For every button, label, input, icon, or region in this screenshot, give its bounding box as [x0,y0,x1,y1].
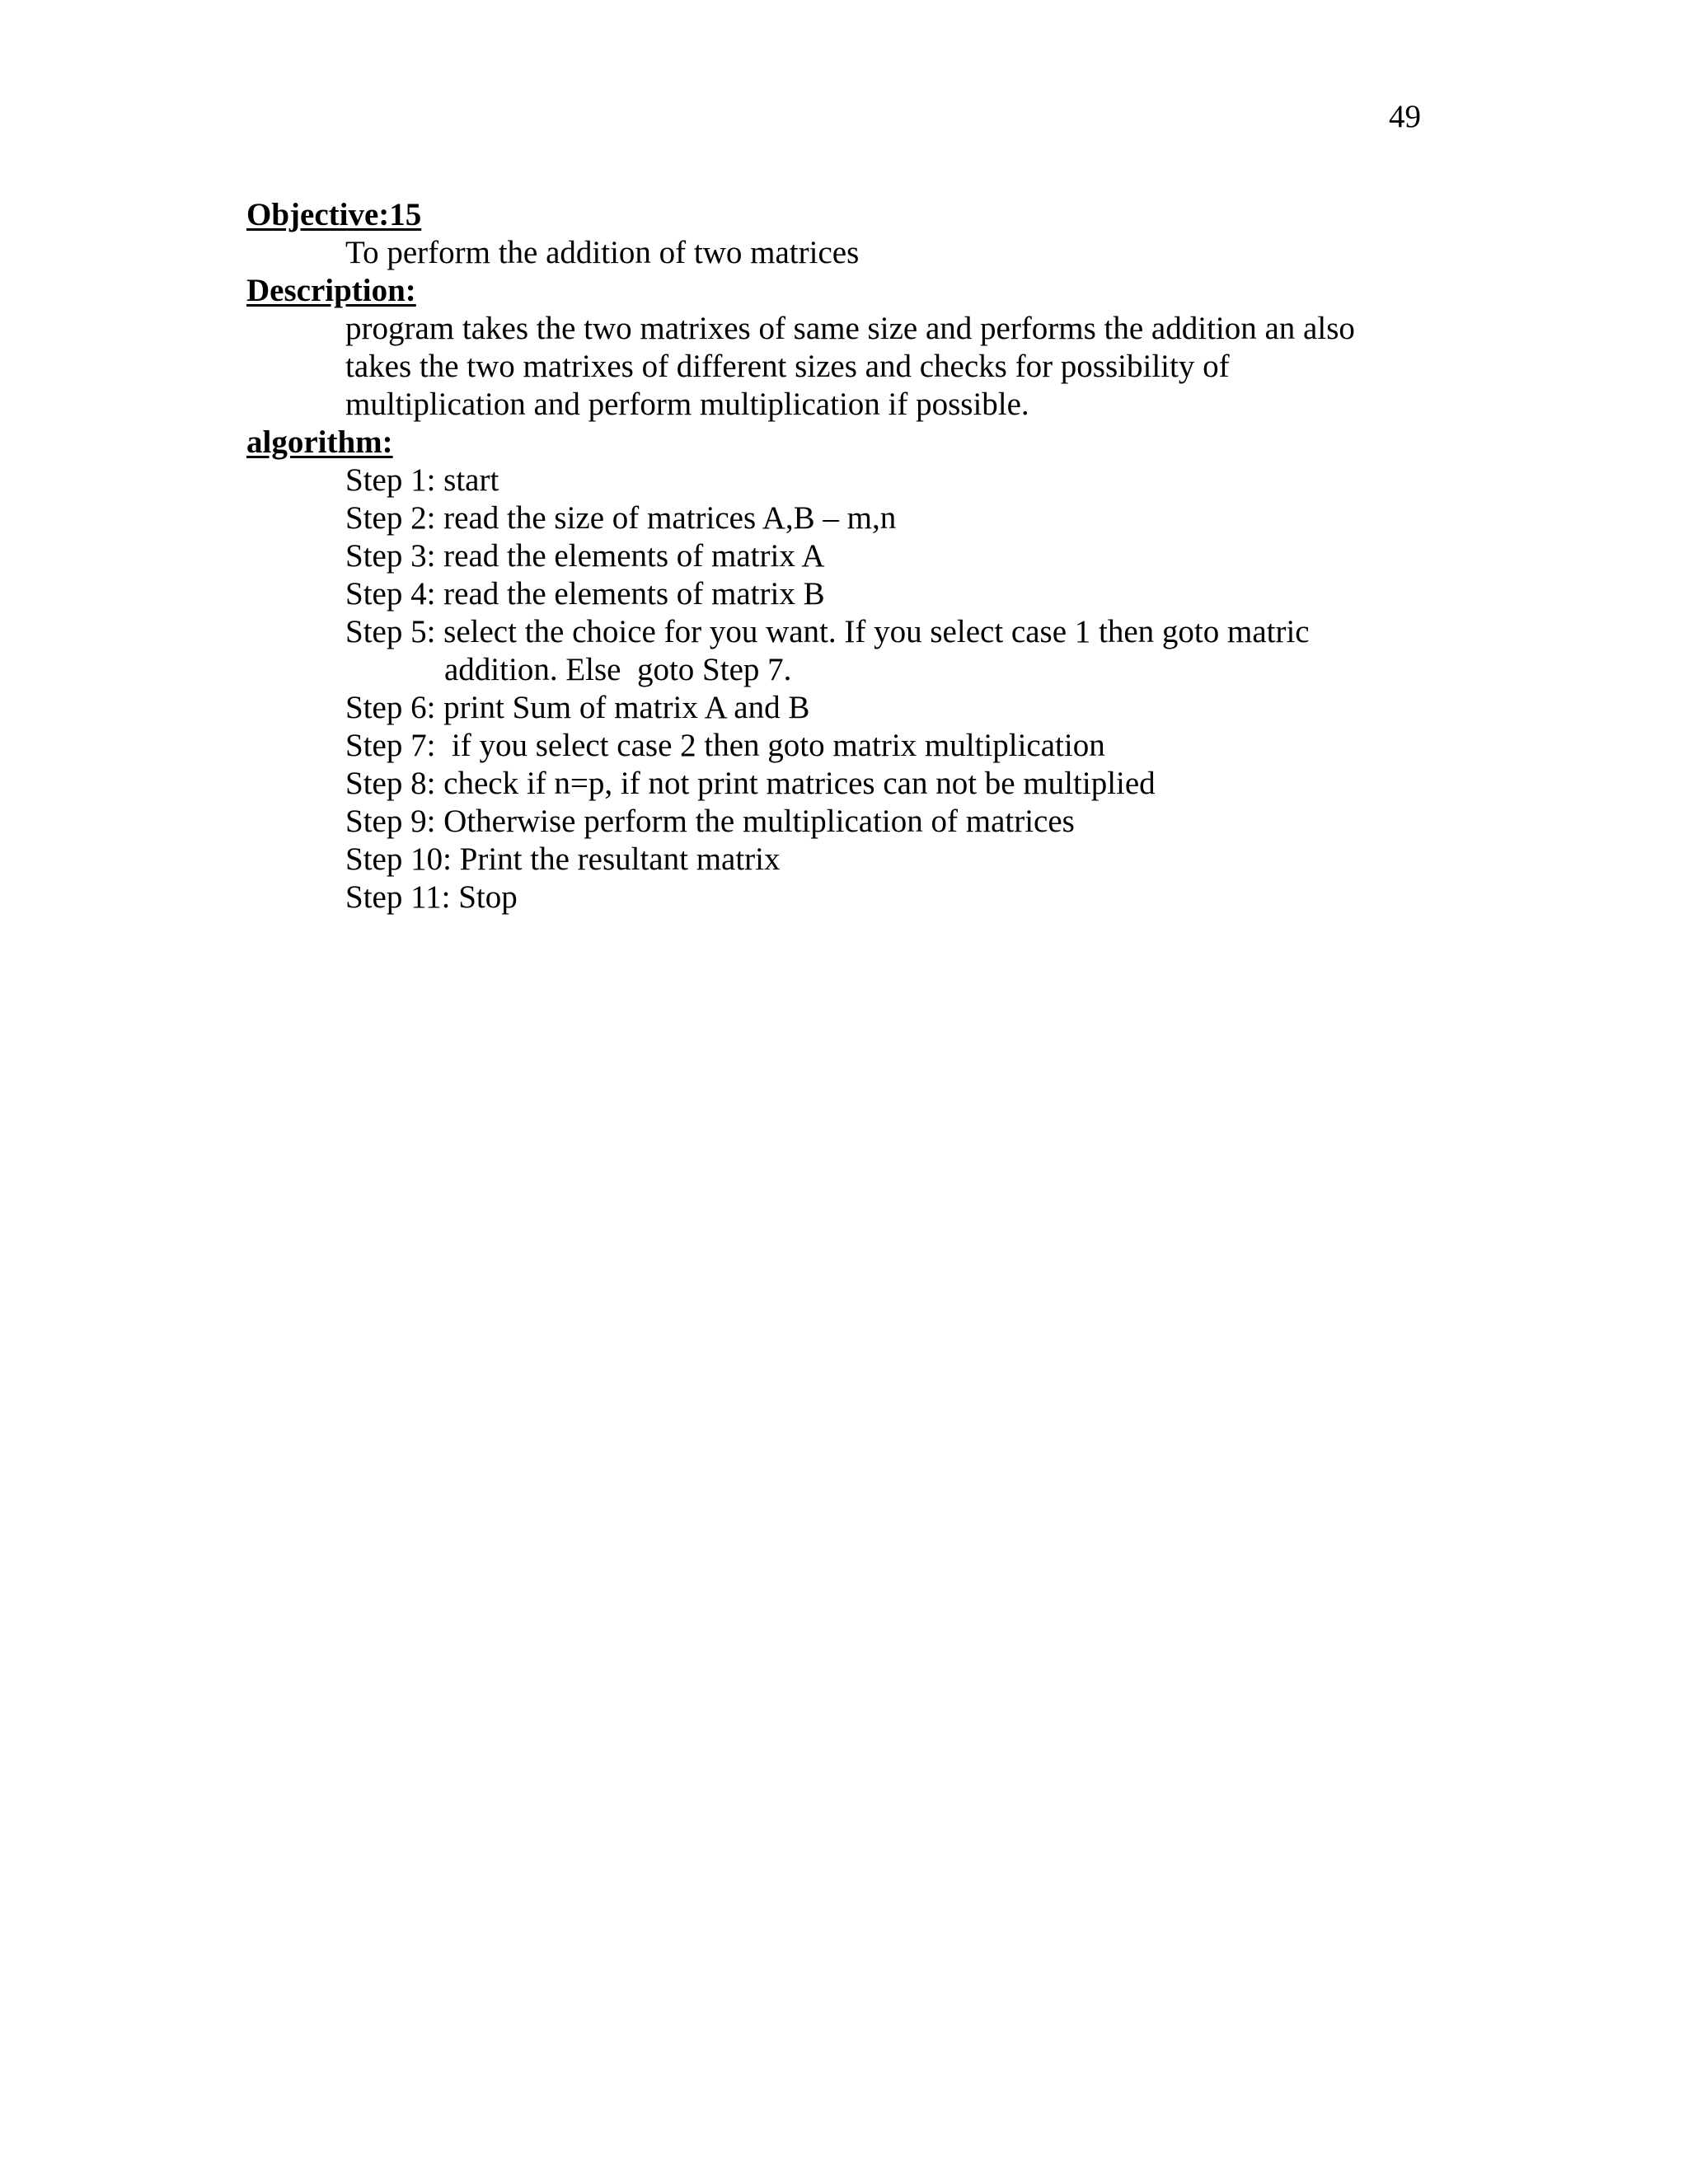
objective-heading: Objective:15 [246,197,422,232]
algorithm-step: Step 6: print Sum of matrix A and B [345,690,810,725]
page-number: 49 [1389,99,1421,134]
description-line: takes the two matrixes of different sizes and checks for possibility of [345,349,1230,384]
algorithm-step: Step 2: read the size of matrices A,B – m,n [345,500,897,536]
algorithm-heading: algorithm: [246,424,393,460]
objective-text: To perform the addition of two matrices [345,235,860,270]
algorithm-step: Step 10: Print the resultant matrix [345,841,781,877]
algorithm-step: Step 3: read the elements of matrix A [345,538,825,574]
algorithm-step: Step 1: start [345,462,499,498]
description-line: program takes the two matrixes of same size and performs the addition an also [345,311,1355,346]
algorithm-step: Step 7: if you select case 2 then goto matrix multiplication [345,728,1105,763]
algorithm-step: Step 5: select the choice for you want. If you select case 1 then goto matric [345,614,1310,649]
description-heading: Description: [246,273,416,308]
algorithm-step: Step 9: Otherwise perform the multiplication of matrices [345,804,1075,839]
algorithm-step: Step 4: read the elements of matrix B [345,576,825,612]
algorithm-step-continuation: addition. Else goto Step 7. [444,652,792,687]
algorithm-step: Step 8: check if n=p, if not print matrices can not be multiplied [345,766,1156,801]
document-body [246,196,1483,916]
algorithm-step: Step 11: Stop [345,879,518,915]
description-line: multiplication and perform multiplication if possible. [345,387,1029,422]
